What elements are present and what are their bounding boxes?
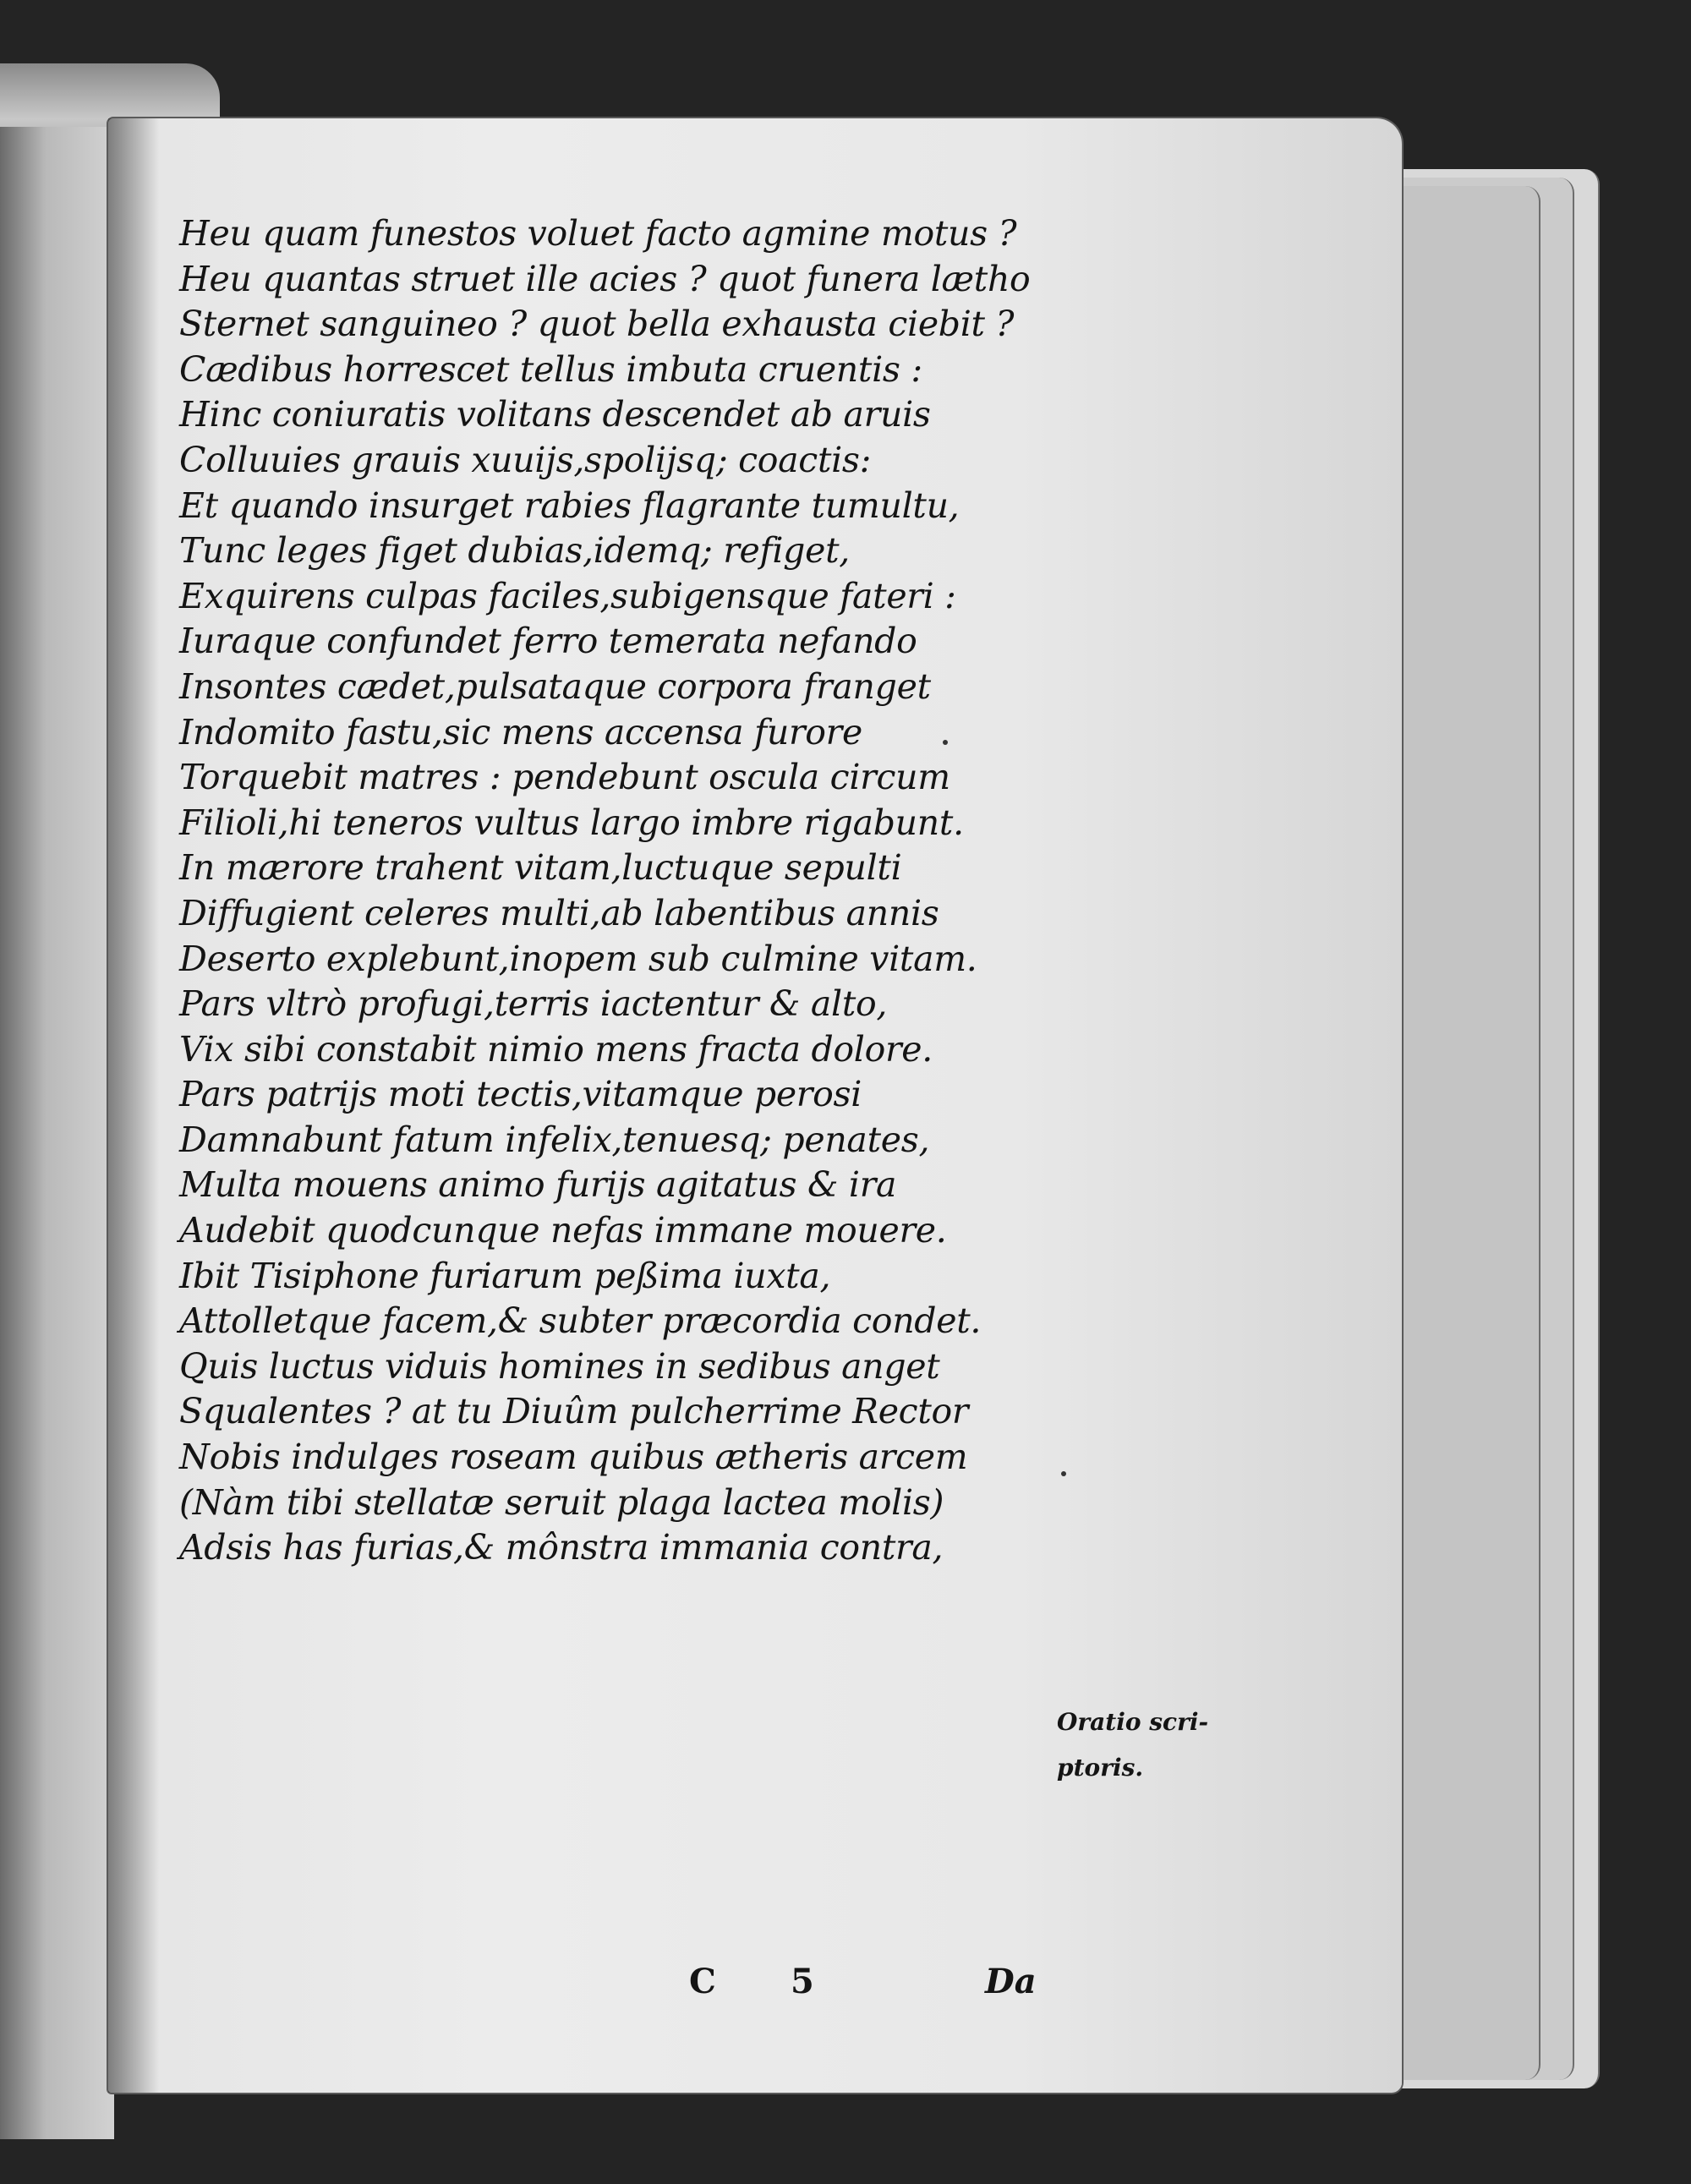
verse-line: Deserto explebunt,inopem sub culmine vitam.	[179, 938, 977, 979]
verse-line: Squalentes ? at tu Diuûm pulcherrime Rector	[179, 1391, 969, 1432]
marginal-note-line: ptoris.	[1057, 1754, 1144, 1782]
verse-line: Multa mouens animo furijs agitatus & ira	[179, 1164, 897, 1206]
verse-line: Insontes cædet,pulsataque corpora franget	[179, 665, 931, 707]
verse-line: Pars vltrò profugi,terris iactentur & alto,	[179, 983, 888, 1025]
verse-line: Cædibus horrescet tellus imbuta cruentis :	[179, 348, 922, 390]
verse-line: Iuraque confundet ferro temerata nefando	[179, 621, 917, 662]
verse-line: Indomito fastu,sic mens accensa furore	[179, 711, 862, 753]
verse-line: In mærore trahent vitam,luctuque sepulti	[179, 847, 902, 889]
verse-line: (Nàm tibi stellatæ seruit plaga lactea molis)	[179, 1481, 944, 1523]
marginal-note	[1057, 1700, 1226, 1791]
verse-line: Torquebit matres : pendebunt oscula circum	[179, 757, 950, 798]
marginal-note-line: Oratio scri-	[1057, 1708, 1209, 1736]
ink-speck	[1061, 1471, 1066, 1476]
facing-page-edge	[0, 127, 114, 2139]
verse-line: Adsis has furias,& mônstra immania contra,	[179, 1527, 944, 1568]
verse-line: Hinc coniuratis volitans descendet ab aruis	[179, 394, 931, 435]
verse-line: Filioli,hi teneros vultus largo imbre rigabunt.	[179, 802, 964, 843]
verse-line: Audebit quodcunque nefas immane mouere.	[179, 1210, 947, 1251]
verse-block	[179, 211, 1075, 1571]
verse-line: Sternet sanguineo ? quot bella exhausta ciebit ?	[179, 304, 1015, 345]
verse-line: Heu quam funestos voluet facto agmine motus ?	[179, 213, 1017, 254]
verse-line: Vix sibi constabit nimio mens fracta dolore.	[179, 1028, 933, 1070]
verse-line: Colluuies grauis xuuijs,spolijsq; coactis:	[179, 439, 872, 480]
verse-line: Pars patrijs moti tectis,vitamque perosi	[179, 1074, 862, 1115]
signature-letter: C	[689, 1962, 716, 2001]
signature-number: 5	[791, 1962, 814, 2001]
verse-line: Ibit Tisiphone furiarum peßima iuxta,	[179, 1255, 831, 1296]
verse-line: Diffugient celeres multi,ab labentibus annis	[179, 892, 939, 933]
verse-line: Heu quantas struet ille acies ? quot funera lætho	[179, 258, 1031, 299]
verse-line: Attolletque facem,& subter præcordia condet.	[179, 1300, 982, 1342]
verse-line: Tunc leges figet dubias,idemq; refiget,	[179, 530, 851, 572]
catchword: Da	[985, 1962, 1037, 2001]
verse-line: Et quando insurget rabies flagrante tumultu,	[179, 484, 960, 526]
verse-line: Exquirens culpas faciles,subigensque fateri :	[179, 575, 956, 616]
verse-line: Nobis indulges roseam quibus ætheris arcem	[179, 1437, 968, 1478]
ink-speck	[943, 740, 948, 745]
verse-line: Quis luctus viduis homines in sedibus anget	[179, 1345, 940, 1387]
gutter-shadow	[108, 118, 159, 2093]
verse-line: Damnabunt fatum infelix,tenuesq; penates,	[179, 1119, 930, 1160]
